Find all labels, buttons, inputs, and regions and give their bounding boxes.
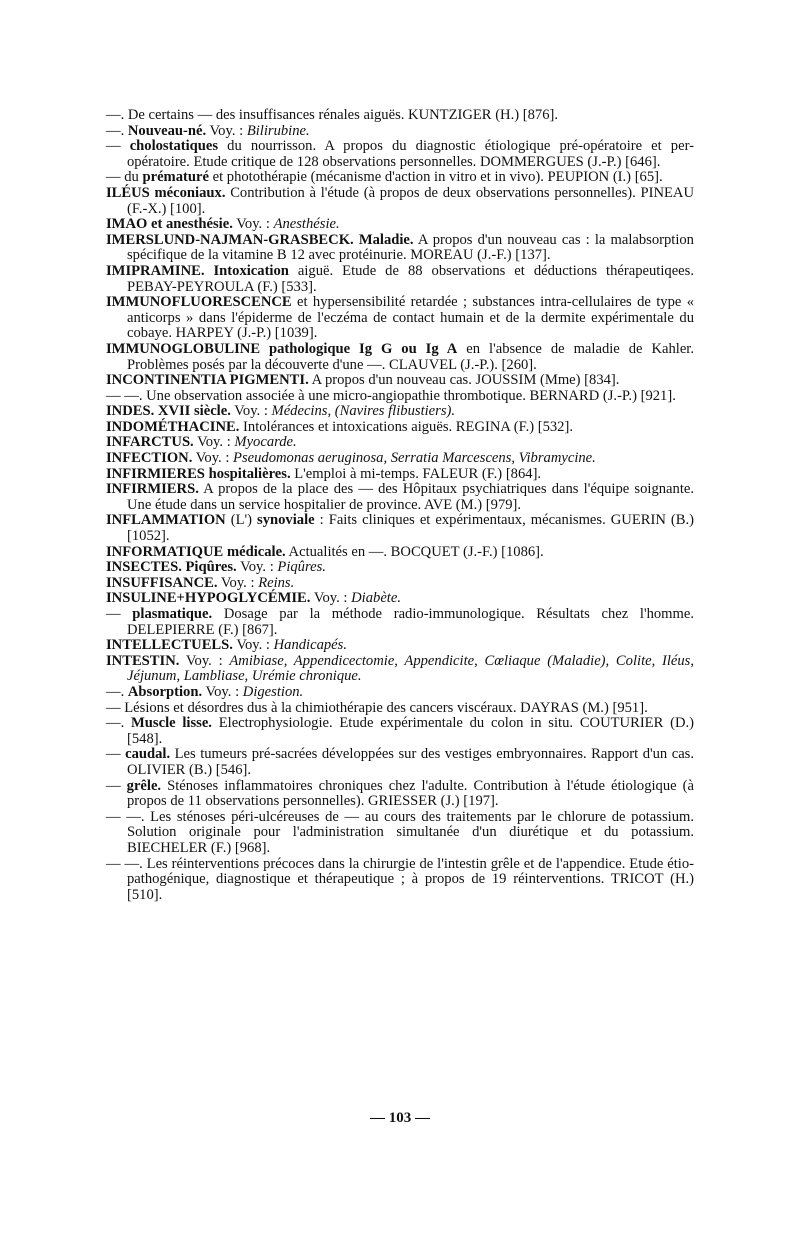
entry-text: Sténoses inflammatoires chroniques chez l'adulte. Contribution à l'étude étiologique (à propos de 11 observations personnelles). GRIESSER (J.) [197]. [127, 777, 694, 810]
entry-heading: INFORMATIQUE médicale. [106, 543, 286, 560]
entry-text: — [106, 777, 127, 794]
entry-crossref: Myocarde. [234, 434, 297, 451]
index-entry [106, 139, 694, 170]
entry-text: A propos d'un nouveau cas : la malabsorption spécifique de la vitamine B 12 avec protéinurie. MOREAU (J.-F.) [137]. [127, 231, 694, 264]
index-entry [106, 701, 694, 717]
entry-text: Voy. : [232, 637, 274, 654]
entry-text: — —. Une observation associée à une micro-angiopathie thrombotique. BERNARD (J.-P.) [921]. [106, 387, 676, 404]
entry-text: — du [106, 169, 143, 186]
entry-heading: IMAO et anesthésie. [106, 216, 233, 233]
entry-text: Voy. : [193, 434, 235, 451]
entry-heading: IMIPRAMINE. Intoxication [106, 262, 289, 279]
index-entry [106, 404, 694, 420]
index-entry [106, 638, 694, 654]
entry-heading: INFARCTUS. [106, 434, 194, 451]
entry-text: — [106, 606, 133, 622]
entry-text: — —. Les sténoses péri-ulcéreuses de — au cours des traitements par le chlorure de potassium. Solution originale pour l'administration simultanée d'un diurétique et du potassium. BIECHELER (F.) [968]. [106, 808, 694, 856]
index-entry [106, 482, 694, 513]
index-entry [106, 467, 694, 483]
entry-text: et hypersensibilité retardée ; substances intra-cellulaires de type « anticorps » dans l'épiderme de l'eczéma de contact humain et de la dermite expérimentale du cobaye. HARPEY (J.-P.) [1039]. [127, 294, 694, 342]
entry-heading: INTELLECTUELS. [106, 637, 233, 654]
entry-heading: INFLAMMATION [106, 512, 226, 529]
entry-heading: plasmatique. [132, 606, 213, 622]
entry-crossref: Diabète. [351, 590, 401, 607]
index-entry [106, 233, 694, 264]
entry-text: —. [106, 122, 128, 139]
entry-text: A propos d'un nouveau cas. JOUSSIM (Mme) [834]. [308, 372, 620, 389]
entry-heading: INSULINE+HYPOGLYCÉMIE. [106, 590, 311, 607]
entry-text: — [106, 746, 126, 763]
entry-heading: INFIRMIERS. [106, 481, 199, 498]
index-entry [106, 420, 694, 436]
entry-heading: INCONTINENTIA PIGMENTI. [106, 372, 309, 389]
entry-text: Voy. : [236, 559, 278, 576]
entry-text: Dosage par la méthode radio-immunologique. Résultats chez l'homme. DELEPIERRE (F.) [867]. [127, 606, 694, 638]
entry-text: — —. Les réinterventions précoces dans la chirurgie de l'intestin grêle et de l'appendice. Etude étio-pathogénique, diagnostique et thérapeutique ; à propos de 19 réinterventions. TRICOT (H.) [510]. [106, 855, 694, 903]
entry-text: —. [106, 715, 132, 732]
entry-heading: synoviale [257, 512, 315, 529]
entry-text: Voy. : [202, 683, 243, 700]
index-entry [106, 295, 694, 342]
entry-heading: Muscle lisse. [131, 715, 212, 732]
index-entry [106, 389, 694, 405]
entry-text: en l'absence de maladie de Kahler. Problèmes posés par la découverte d'une —. CLAUVEL (J.-P.). [260]. [127, 340, 694, 373]
index-entry [106, 607, 694, 638]
entry-text: —. [106, 683, 128, 700]
entry-heading: ILÉUS méconiaux. [106, 184, 226, 201]
entry-heading: INTESTIN. [106, 652, 180, 669]
entry-heading: cholostatiques [129, 138, 219, 155]
entry-heading: INSUFFISANCE. [106, 574, 218, 591]
entry-crossref: Pseudomonas aeruginosa, Serratia Marcescens, Vibramycine. [233, 450, 596, 467]
entry-heading: IMMUNOFLUORESCENCE [106, 294, 292, 311]
entry-text: Voy. : [179, 652, 230, 669]
entry-heading: INFIRMIERES hospitalières. [106, 465, 291, 482]
index-entry [106, 591, 694, 607]
entry-text: L'emploi à mi-temps. FALEUR (F.) [864]. [290, 465, 542, 482]
index-entry [106, 747, 694, 778]
entry-crossref: Digestion. [242, 683, 304, 700]
entry-crossref: Bilirubine. [246, 122, 310, 139]
index-entry [106, 810, 694, 857]
entry-text: et photothérapie (mécanisme d'action in vitro et in vivo). PEUPION (I.) [65]. [208, 169, 663, 186]
entry-text: Voy. : [192, 450, 234, 467]
index-entry [106, 451, 694, 467]
entry-crossref: Amibiase, Appendicectomie, Appendicite, Cœliaque (Maladie), Colite, Iléus, Jéjunum, Lambliase, Urémie chronique. [127, 652, 695, 685]
entry-heading: Absorption. [127, 683, 203, 700]
index-entry [106, 108, 694, 124]
entry-heading: INDOMÉTHACINE. [106, 418, 240, 435]
entry-text: Les tumeurs pré-sacrées développées sur des vestiges embryonnaires. Rapport d'un cas. OLIVIER (B.) [546]. [127, 746, 695, 778]
index-entry [106, 124, 694, 140]
entry-crossref: Reins. [258, 574, 295, 591]
entry-heading: IMERSLUND-NAJMAN-GRASBECK. Maladie. [106, 231, 414, 248]
entry-text: aiguë. Etude de 88 observations et déductions thérapeutiqees. PEBAY-PEYROULA (F.) [533]. [127, 262, 694, 295]
index-entry [106, 685, 694, 701]
entry-text: —. De certains — des insuffisances rénales aiguës. KUNTZIGER (H.) [876]. [106, 107, 559, 123]
entry-heading: INDES. XVII siècle. [106, 403, 231, 420]
index-entry [106, 264, 694, 295]
entry-text: Contribution à l'étude (à propos de deux observations personnelles). PINEAU (F.-X.) [100]. [127, 184, 695, 217]
entry-heading: IMMUNOGLOBULINE pathologique Ig G ou Ig A [106, 340, 458, 357]
index-entry [106, 435, 694, 451]
entry-text: du nourrisson. A propos du diagnostic étiologique pré-opératoire et per-opératoire. Etude critique de 128 observations personnelles. DOMMERGUES (J.-P.) [646]. [127, 138, 694, 170]
index-entry [106, 186, 694, 217]
index-entry [106, 654, 694, 685]
entry-text: Actualités en —. BOCQUET (J.-F.) [1086]. [285, 543, 544, 560]
index-entry [106, 545, 694, 561]
entry-text: A propos de la place des — des Hôpitaux psychiatriques dans l'équipe soignante. Une étude dans un service hospitalier de province. AVE (M.) [979]. [127, 481, 694, 513]
index-entry [106, 779, 694, 810]
entry-text: Electrophysiologie. Etude expérimentale du colon in situ. COUTURIER (D.) [548]. [127, 715, 694, 747]
entry-text: Voy. : [232, 216, 274, 233]
page-number: — 103 — [370, 1110, 430, 1126]
index-entry [106, 170, 694, 186]
entry-heading: Nouveau-né. [127, 122, 207, 139]
entry-text: Voy. : [230, 403, 272, 420]
index-entry [106, 857, 694, 904]
entry-crossref: Piqûres. [277, 559, 326, 576]
entry-heading: INSECTES. Piqûres. [106, 559, 237, 576]
entry-crossref: Anesthésie. [273, 216, 340, 233]
entry-text: — Lésions et désordres dus à la chimiothérapie des cancers viscéraux. DAYRAS (M.) [951]. [106, 699, 648, 716]
index-entry [106, 513, 694, 544]
entry-text: : Faits cliniques et expérimentaux, mécanismes. GUERIN (B.) [1052]. [127, 512, 694, 545]
entry-text: Voy. : [206, 122, 247, 139]
index-entry [106, 716, 694, 747]
index-entry [106, 560, 694, 576]
entry-text: (L') [225, 512, 258, 529]
index-entries [106, 108, 694, 903]
entry-text: — [106, 138, 130, 155]
entry-crossref: Handicapés. [273, 637, 347, 654]
entry-text: Intolérances et intoxications aiguës. REGINA (F.) [532]. [239, 418, 573, 435]
index-entry [106, 217, 694, 233]
index-entry [106, 373, 694, 389]
entry-heading: INFECTION. [106, 450, 193, 467]
entry-heading: caudal. [125, 746, 171, 763]
entry-text: Voy. : [310, 590, 352, 607]
index-entry [106, 342, 694, 373]
entry-heading: grêle. [126, 777, 162, 794]
entry-heading: prématuré [142, 169, 209, 186]
entry-text: Voy. : [217, 574, 259, 591]
entry-crossref: Médecins, (Navires flibustiers). [271, 403, 456, 420]
